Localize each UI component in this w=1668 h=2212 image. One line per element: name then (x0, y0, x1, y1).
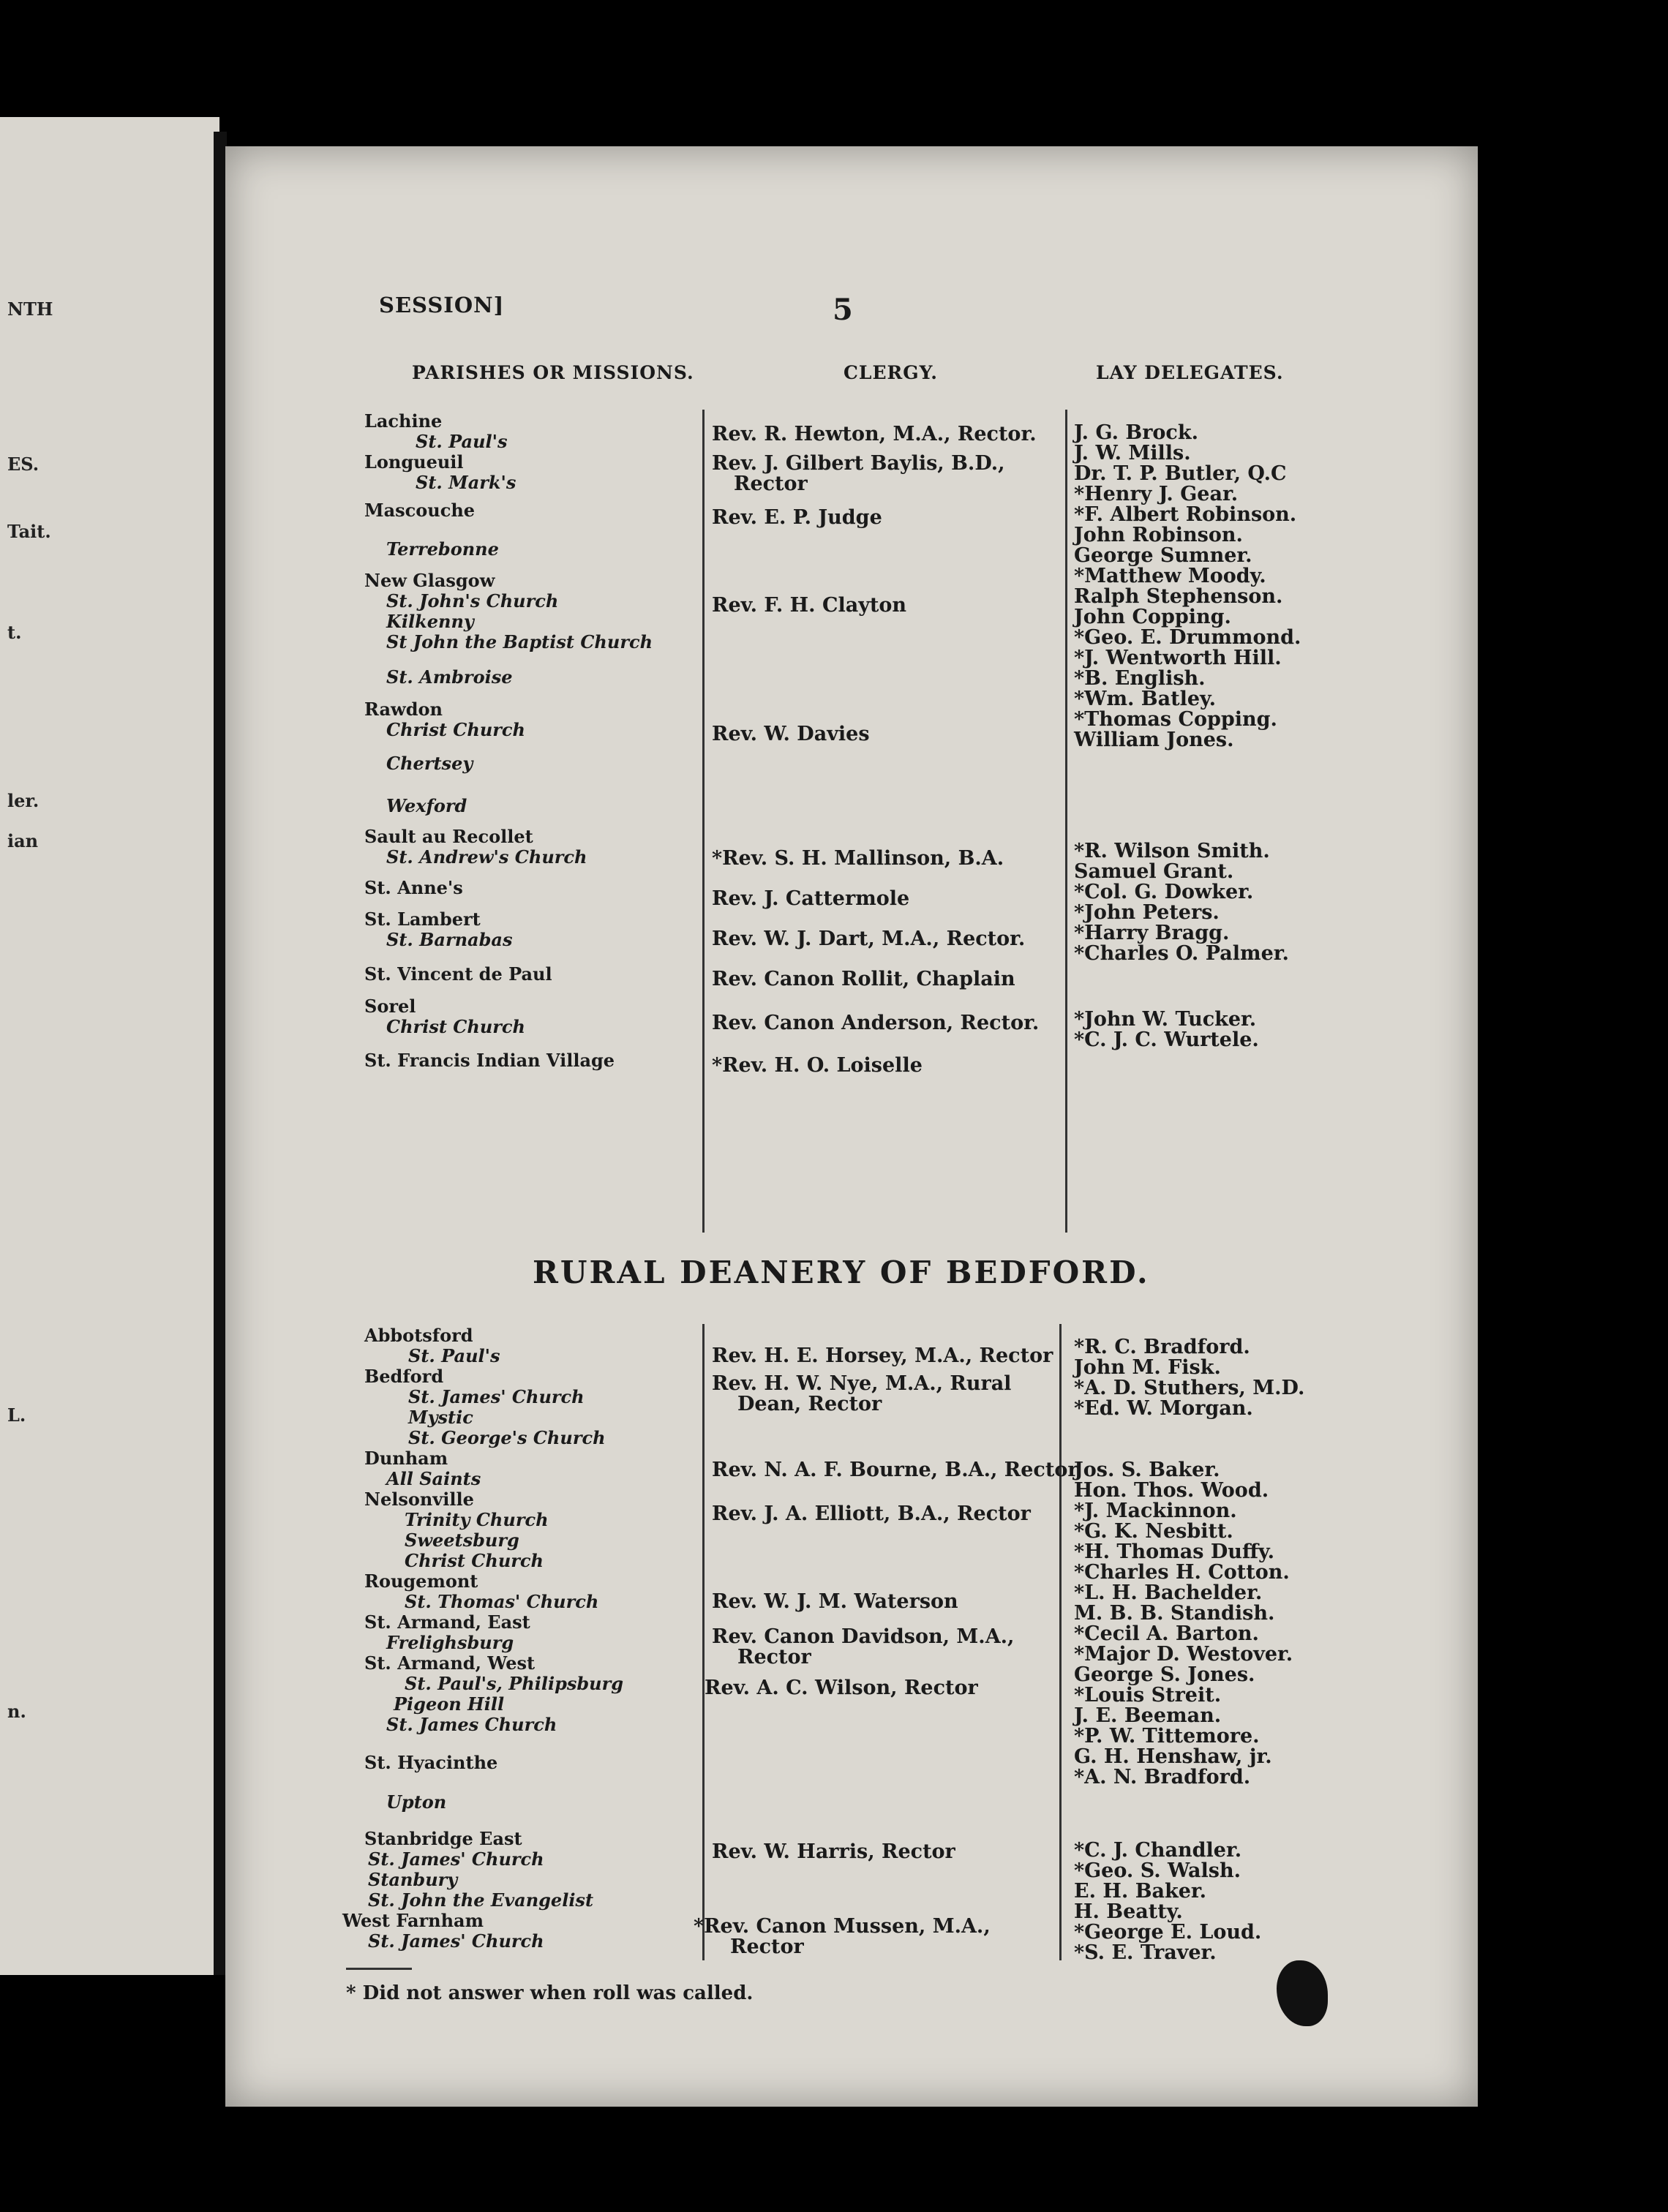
parish-entry: St. George's Church (408, 1427, 606, 1448)
running-head: SESSION] (379, 293, 505, 317)
lay-delegate: *G. K. Nesbitt. (1074, 1520, 1233, 1543)
lay-delegate: J. W. Mills. (1074, 442, 1191, 464)
parish-entry: St. James' Church (368, 1930, 544, 1952)
lay-delegate: *P. W. Tittemore. (1074, 1725, 1260, 1748)
parish-entry: Mystic (408, 1407, 473, 1428)
parish-entry: St. Vincent de Paul (364, 963, 552, 985)
clergy-entry: Rev. E. P. Judge (712, 506, 882, 529)
parish-entry: St. James' Church (368, 1848, 544, 1870)
clergy-entry: Rev. F. H. Clayton (712, 594, 906, 617)
parish-entry: Lachine (364, 410, 443, 432)
parish-entry: St. Francis Indian Village (364, 1050, 615, 1071)
clergy-entry: Rev. W. J. M. Waterson (712, 1590, 958, 1613)
lay-delegate: *Wm. Batley. (1074, 688, 1217, 710)
clergy-entry: Rev. W. J. Dart, M.A., Rector. (712, 928, 1026, 950)
parish-entry: St. Armand, East (364, 1611, 530, 1633)
parish-entry: Pigeon Hill (394, 1693, 505, 1715)
document-page (225, 146, 1478, 2107)
parish-entry: Stanbury (368, 1869, 458, 1890)
parish-entry: Trinity Church (405, 1509, 549, 1530)
parish-entry: Sorel (364, 996, 416, 1017)
clergy-entry: Rev. A. C. Wilson, Rector (705, 1677, 978, 1699)
clergy-entry: *Rev. H. O. Loiselle (712, 1054, 923, 1077)
prev-page-fragment: NTH (7, 298, 53, 320)
parish-entry: Mascouche (364, 500, 476, 521)
lay-delegate: J. G. Brock. (1074, 421, 1198, 444)
lay-delegate: *J. Wentworth Hill. (1074, 647, 1282, 669)
clergy-entry: Rector (730, 1936, 804, 1958)
clergy-entry: Rev. Canon Davidson, M.A., (712, 1625, 1015, 1648)
lay-delegate: *A. N. Bradford. (1074, 1766, 1251, 1788)
parish-entry: Nelsonville (364, 1489, 474, 1510)
clergy-entry: *Rev. Canon Mussen, M.A., (694, 1915, 991, 1938)
prev-page-fragment: ES. (7, 454, 40, 475)
parish-entry: St. Lambert (364, 908, 481, 930)
clergy-entry: Dean, Rector (737, 1393, 882, 1415)
lay-delegate: *Charles H. Cotton. (1074, 1561, 1290, 1584)
parish-entry: St. Hyacinthe (364, 1752, 498, 1773)
parish-entry: St. Ambroise (386, 666, 513, 688)
prev-page-fragment: ler. (7, 790, 40, 811)
lay-delegate: *J. Mackinnon. (1074, 1500, 1237, 1522)
lay-delegate: J. E. Beeman. (1074, 1704, 1222, 1727)
parish-entry: Longueuil (364, 451, 464, 473)
parish-entry: Christ Church (405, 1550, 544, 1571)
parish-entry: Sweetsburg (405, 1530, 519, 1551)
parish-entry: St. John the Evangelist (368, 1889, 594, 1911)
lay-delegate: *Geo. S. Walsh. (1074, 1859, 1241, 1882)
parish-entry: Sault au Recollet (364, 826, 533, 847)
lay-delegate: George S. Jones. (1074, 1663, 1255, 1686)
lay-delegate: William Jones. (1074, 729, 1234, 751)
lay-delegate: *H. Thomas Duffy. (1074, 1540, 1275, 1563)
lay-delegate: John Copping. (1074, 606, 1231, 628)
clergy-entry: Rev. W. Davies (712, 723, 870, 745)
section-title: RURAL DEANERY OF BEDFORD. (533, 1254, 1150, 1290)
parish-entry: St. Paul's, Philipsburg (405, 1673, 624, 1694)
clergy-entry: Rev. R. Hewton, M.A., Rector. (712, 423, 1037, 445)
lay-delegate: Hon. Thos. Wood. (1074, 1479, 1269, 1502)
prev-page-fragment: Tait. (7, 521, 51, 542)
page-number: 5 (833, 293, 853, 327)
parish-entry: Bedford (364, 1366, 444, 1387)
clergy-entry: Rev. Canon Anderson, Rector. (712, 1012, 1040, 1034)
parish-entry: Frelighsburg (386, 1632, 514, 1653)
lay-delegate: Jos. S. Baker. (1074, 1459, 1220, 1481)
clergy-entry: Rev. J. A. Elliott, B.A., Rector (712, 1502, 1031, 1525)
lay-delegate: *L. H. Bachelder. (1074, 1581, 1263, 1604)
column-heading-parishes: PARISHES OR MISSIONS. (412, 362, 694, 383)
clergy-entry: Rev. J. Cattermole (712, 887, 910, 910)
previous-page-edge (0, 117, 219, 1975)
parish-entry: Christ Church (386, 719, 525, 740)
parish-entry: St. Armand, West (364, 1652, 536, 1674)
parish-entry: St. John's Church (386, 590, 559, 612)
parish-entry: Kilkenny (386, 611, 474, 632)
lay-delegate: *Louis Streit. (1074, 1684, 1222, 1707)
clergy-entry: Rector (737, 1646, 811, 1669)
parish-entry: Wexford (386, 795, 467, 816)
parish-entry: Christ Church (386, 1016, 525, 1037)
lay-delegate: G. H. Henshaw, jr. (1074, 1745, 1272, 1768)
prev-page-fragment: L. (7, 1404, 26, 1426)
parish-entry: St. Mark's (416, 472, 516, 493)
clergy-entry: Rev. J. Gilbert Baylis, B.D., (712, 452, 1005, 475)
lay-delegate: *B. English. (1074, 667, 1206, 690)
lay-delegate: *A. D. Stuthers, M.D. (1074, 1377, 1305, 1399)
parish-entry: St. James' Church (408, 1386, 585, 1407)
parish-entry: Abbotsford (364, 1325, 473, 1346)
parish-entry: Rougemont (364, 1570, 478, 1592)
clergy-entry: Rev. H. E. Horsey, M.A., Rector (712, 1344, 1053, 1367)
lay-delegate: *R. C. Bradford. (1074, 1336, 1250, 1358)
parish-entry: St. Andrew's Church (386, 846, 587, 868)
clergy-entry: Rev. N. A. F. Bourne, B.A., Rector (712, 1459, 1078, 1481)
prev-page-fragment: ian (7, 830, 39, 851)
parish-entry: Upton (386, 1791, 447, 1813)
column-rule (702, 410, 705, 1233)
clergy-entry: *Rev. S. H. Mallinson, B.A. (712, 847, 1004, 870)
parish-entry: St. Barnabas (386, 929, 513, 950)
footnote: * Did not answer when roll was called. (346, 1982, 754, 2004)
parish-entry: St. Paul's (416, 431, 508, 452)
footnote-rule (346, 1968, 412, 1970)
lay-delegate: E. H. Baker. (1074, 1880, 1207, 1903)
lay-delegate: *Matthew Moody. (1074, 565, 1266, 587)
parish-entry: Stanbridge East (364, 1828, 522, 1849)
lay-delegate: *Harry Bragg. (1074, 922, 1230, 944)
lay-delegate: Dr. T. P. Butler, Q.C (1074, 462, 1287, 485)
lay-delegate: John Robinson. (1074, 524, 1243, 546)
clergy-entry: Rev. W. Harris, Rector (712, 1840, 955, 1863)
lay-delegate: *Major D. Westover. (1074, 1643, 1293, 1666)
parish-entry: New Glasgow (364, 570, 495, 591)
prev-page-fragment: n. (7, 1701, 26, 1722)
prev-page-fragment: t. (7, 622, 22, 643)
parish-entry: St John the Baptist Church (386, 631, 653, 652)
lay-delegate: *C. J. Chandler. (1074, 1839, 1242, 1862)
lay-delegate: *Charles O. Palmer. (1074, 942, 1289, 965)
column-heading-lay: LAY DELEGATES. (1096, 362, 1284, 383)
lay-delegate: *Col. G. Dowker. (1074, 881, 1254, 903)
parish-entry: St. Thomas' Church (405, 1591, 599, 1612)
parish-entry: Rawdon (364, 699, 443, 720)
clergy-entry: Rev. H. W. Nye, M.A., Rural (712, 1372, 1012, 1395)
lay-delegate: M. B. B. Standish. (1074, 1602, 1275, 1625)
column-rule (1059, 1324, 1062, 1960)
parish-entry: St. Anne's (364, 877, 463, 898)
lay-delegate: *F. Albert Robinson. (1074, 503, 1297, 526)
clergy-entry: Rev. Canon Rollit, Chaplain (712, 968, 1015, 990)
lay-delegate: *Ed. W. Morgan. (1074, 1397, 1253, 1420)
column-rule (1065, 410, 1067, 1233)
parish-entry: Chertsey (386, 753, 473, 774)
lay-delegate: John M. Fisk. (1074, 1356, 1221, 1379)
lay-delegate: Ralph Stephenson. (1074, 585, 1283, 608)
lay-delegate: *C. J. C. Wurtele. (1074, 1028, 1259, 1051)
lay-delegate: *Henry J. Gear. (1074, 483, 1239, 505)
lay-delegate: *George E. Loud. (1074, 1921, 1262, 1944)
lay-delegate: George Sumner. (1074, 544, 1252, 567)
parish-entry: West Farnham (342, 1910, 484, 1931)
clergy-entry: Rector (734, 473, 808, 495)
lay-delegate: Samuel Grant. (1074, 860, 1234, 883)
lay-delegate: *Geo. E. Drummond. (1074, 626, 1301, 649)
lay-delegate: *R. Wilson Smith. (1074, 840, 1270, 862)
parish-entry: Terrebonne (386, 538, 499, 560)
parish-entry: St. James Church (386, 1714, 557, 1735)
lay-delegate: *Thomas Copping. (1074, 708, 1277, 731)
lay-delegate: *Cecil A. Barton. (1074, 1622, 1259, 1645)
lay-delegate: *John Peters. (1074, 901, 1220, 924)
lay-delegate: *S. E. Traver. (1074, 1941, 1217, 1964)
lay-delegate: *John W. Tucker. (1074, 1008, 1257, 1031)
column-heading-clergy: CLERGY. (844, 362, 938, 383)
lay-delegate: H. Beatty. (1074, 1900, 1183, 1923)
parish-entry: Dunham (364, 1448, 448, 1469)
column-rule (702, 1324, 705, 1960)
parish-entry: St. Paul's (408, 1345, 500, 1366)
parish-entry: All Saints (386, 1468, 481, 1489)
